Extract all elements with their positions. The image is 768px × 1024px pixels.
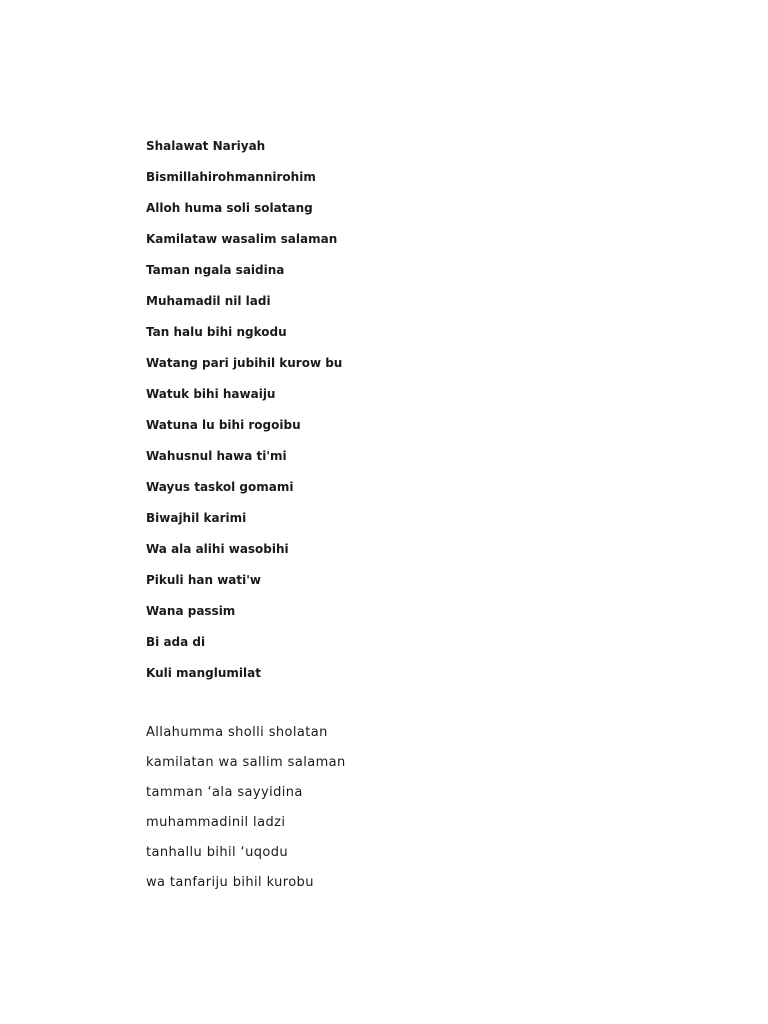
verse-line: Wana passim — [146, 604, 236, 618]
verse-line: kamilatan wa sallim salaman — [146, 755, 346, 770]
bold-verse-block — [146, 137, 706, 695]
verse-line: Pikuli han wati'w — [146, 573, 261, 587]
verse-line: Tan halu bihi ngkodu — [146, 325, 287, 339]
verse-line: Wahusnul hawa ti'mi — [146, 449, 287, 463]
plain-verse-block — [146, 723, 706, 903]
verse-line: Alloh huma soli solatang — [146, 201, 313, 215]
verse-line: Watuk bihi hawaiju — [146, 387, 276, 401]
verse-line: Watang pari jubihil kurow bu — [146, 356, 343, 370]
verse-line: wa tanfariju bihil kurobu — [146, 875, 314, 890]
verse-line: tamman ‘ala sayyidina — [146, 785, 303, 800]
verse-line: Allahumma sholli sholatan — [146, 725, 328, 740]
verse-line: Biwajhil karimi — [146, 511, 247, 525]
verse-line: Muhamadil nil ladi — [146, 294, 271, 308]
verse-line: Taman ngala saidina — [146, 263, 285, 277]
verse-line: Kuli manglumilat — [146, 666, 261, 680]
verse-line: Watuna lu bihi rogoibu — [146, 418, 301, 432]
verse-line: tanhallu bihil ‘uqodu — [146, 845, 289, 860]
verse-line: Bismillahirohmannirohim — [146, 170, 316, 184]
verse-line: Wa ala alihi wasobihi — [146, 542, 289, 556]
verse-line: Wayus taskol gomami — [146, 480, 294, 494]
verse-line: muhammadinil ladzi — [146, 815, 286, 830]
verse-line: Kamilataw wasalim salaman — [146, 232, 338, 246]
verse-line: Bi ada di — [146, 635, 206, 649]
document-title: Shalawat Nariyah — [146, 139, 266, 153]
